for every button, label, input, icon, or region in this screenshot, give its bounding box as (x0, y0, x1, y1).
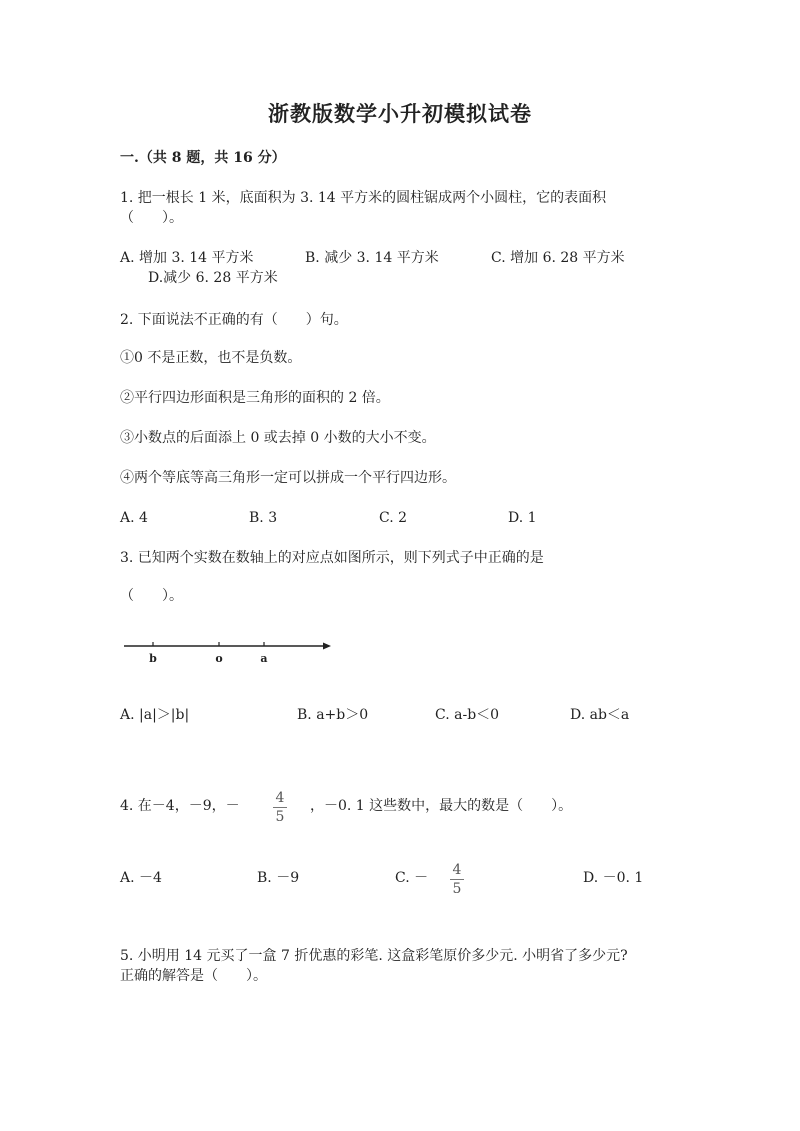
q3-stem-line1: 3. 已知两个实数在数轴上的对应点如图所示，则下列式子中正确的是 (120, 550, 544, 566)
q5-stem-line1: 5. 小明用 14 元买了一盒 7 折优惠的彩笔. 这盒彩笔原价多少元. 小明省了多少元? (120, 948, 628, 964)
q2-statement-2: ②平行四边形面积是三角形的面积的 2 倍。 (120, 390, 390, 406)
q3-option-b: B. a+b＞0 (297, 707, 369, 723)
fraction-denominator: 5 (452, 881, 462, 897)
q2-statement-4: ④两个等底等高三角形一定可以拼成一个平行四边形。 (120, 470, 456, 486)
fraction-numerator: 4 (452, 862, 462, 878)
number-line-arrow (323, 643, 331, 650)
section-heading: 一.（共 8 题，共 16 分） (120, 150, 286, 166)
q2-option-a: A. 4 (120, 510, 148, 526)
fraction-denominator: 5 (275, 809, 285, 825)
label-a: a (260, 652, 268, 665)
q2-option-b: B. 3 (249, 510, 278, 526)
fraction-numerator: 4 (275, 790, 285, 806)
q4-option-b: B. －9 (257, 870, 300, 886)
q3-option-a: A. |a|＞|b| (120, 707, 190, 723)
q2-statement-1: ①0 不是正数，也不是负数。 (120, 350, 302, 366)
q4-option-c: C. － (395, 870, 429, 886)
q1-option-a: A. 增加 3. 14 平方米 (120, 250, 254, 266)
q4-stem-after: ，－0. 1 这些数中，最大的数是（ ）。 (310, 798, 573, 814)
label-o: o (215, 652, 223, 665)
number-line-figure (120, 636, 340, 670)
q4-option-a: A. －4 (120, 870, 162, 886)
q4-fraction (272, 790, 288, 825)
q1-option-d: D.减少 6. 28 平方米 (148, 270, 278, 286)
q2-option-c: C. 2 (379, 510, 408, 526)
q1-stem-line1: 1. 把一根长 1 米，底面积为 3. 14 平方米的圆柱锯成两个小圆柱，它的表面积 (120, 190, 607, 206)
q2-option-d: D. 1 (508, 510, 537, 526)
q1-option-b: B. 减少 3. 14 平方米 (305, 250, 439, 266)
q2-stem: 2. 下面说法不正确的有（ ）句。 (120, 312, 348, 328)
q1-stem-line2: （ ）。 (120, 210, 183, 226)
fraction-bar (273, 807, 287, 808)
q3-option-d: D. ab＜a (570, 707, 630, 723)
q4-option-d: D. －0. 1 (583, 870, 644, 886)
q5-stem-line2: 正确的解答是（ ）。 (120, 968, 267, 984)
q3-option-c: C. a-b＜0 (435, 707, 500, 723)
q2-statement-3: ③小数点的后面添上 0 或去掉 0 小数的大小不变。 (120, 430, 436, 446)
label-b: b (149, 652, 157, 665)
fraction-bar (450, 879, 464, 880)
q4-option-c-fraction (449, 862, 465, 897)
q3-stem-line2: （ ）。 (120, 588, 183, 604)
q4-stem-before: 4. 在－4，－9，－ (120, 798, 240, 814)
page-title: 浙教版数学小升初模拟试卷 (268, 101, 532, 126)
q1-option-c: C. 增加 6. 28 平方米 (491, 250, 625, 266)
